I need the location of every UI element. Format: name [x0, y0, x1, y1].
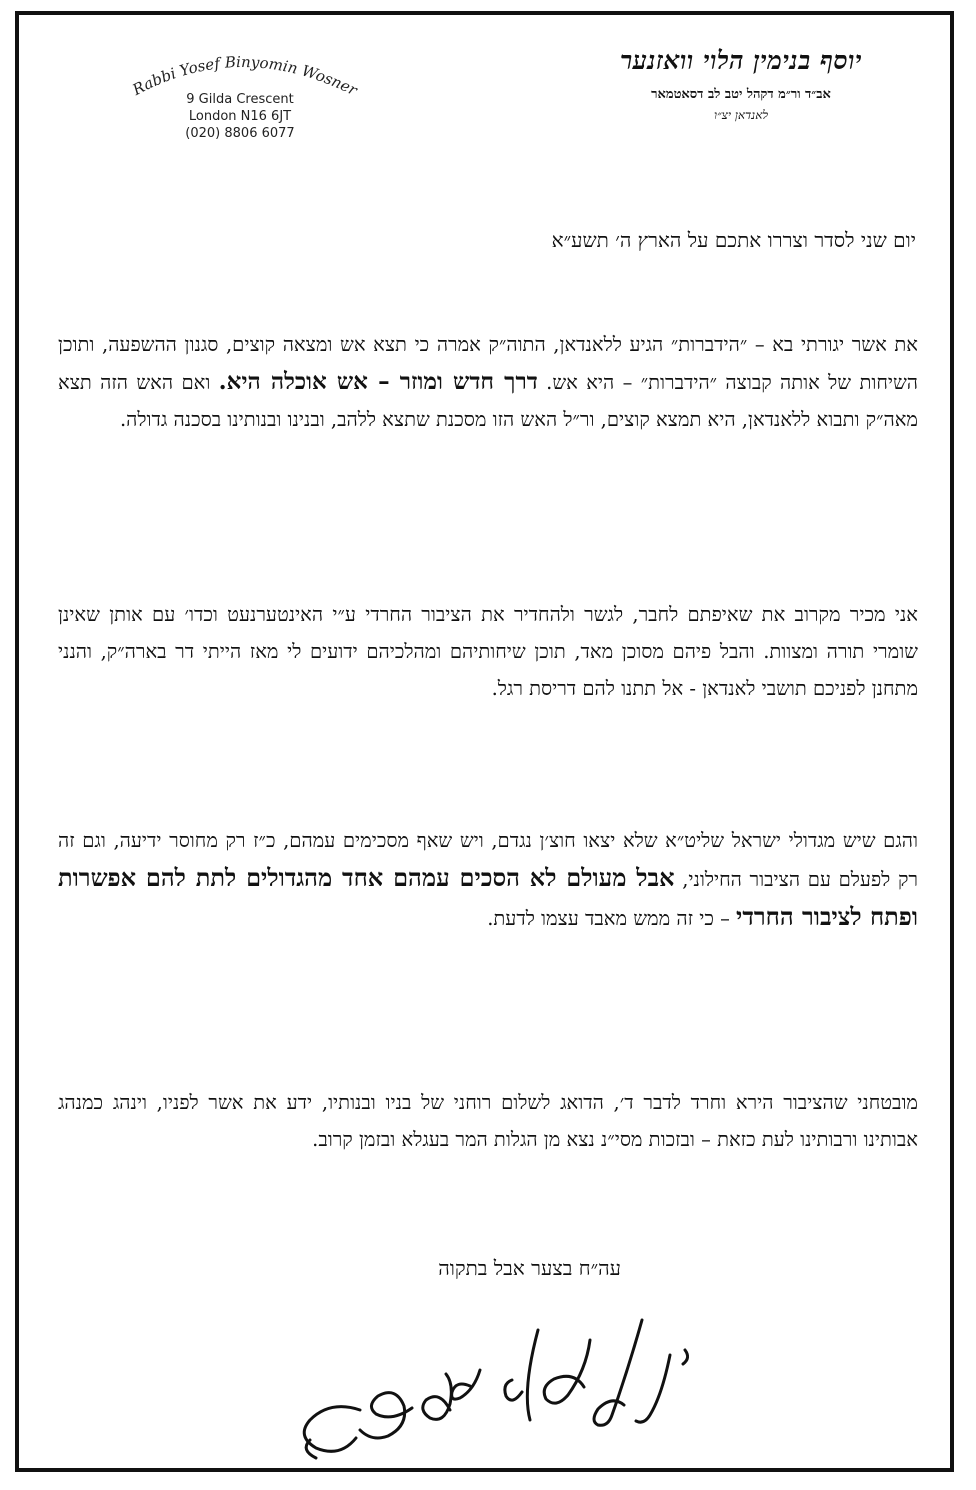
paragraph-4: מובטחני שהציבור הירא וחרד לדבר ד׳, הדואג לשלום רוחני של בניו ובנותיו, ידע את אשר לפניו, וינהג כמנהג אבותינו ורבותינו לעת כזאת – ובזכות מסי״נ נצא מן הגלות המר בעגלא ובזמן קרוב. — [58, 1091, 918, 1151]
paragraph-3-text-end: – כי זה ממש מאבד עצמו לדעת. — [487, 907, 730, 930]
address-line-1: 9 Gilda Crescent — [186, 92, 294, 107]
english-name: Rabbi Yosef Binyomin Wosner — [129, 52, 360, 100]
paragraph-3-text: והגם שיש מגדולי ישראל שליט״א שלא יצאו חוצ׳ן נגדם, ויש שאף מסכימים עמהם, כ״ז רק מחוסר ידיעה, וגם זה רק לפעלם עם הציבור החילוני, — [58, 829, 918, 891]
hebrew-name: יוסף בנימין הלוי וואזנער — [619, 46, 863, 75]
paragraph-1-text-end: ואם האש הזה תצא מאה״ק ותבוא ללאנדאן, היא תמצא קוצים, ור״ל האש הזו מסכנת שתצא ללהב, ובנינו ובנותינו בסכנה גדולה. — [58, 371, 918, 431]
paragraph-2: אני מכיר מקרוב את שאיפתם לחבר, לגשר ולהחדיר את הציבור החרדי ע״י האינטערנעט וכדו׳ עם אותן שאינן שומרי תורה ומצוות. והבל פיהם מסוכן מאד, תוכן שיחותיהם ומהלכיהם ידועים לי מאז הייתי דר בארה״ק, והנני מתחנן לפניכם תושבי לאנדאן - אל תתנו להם דריסת רגל. — [58, 603, 918, 700]
english-letterhead — [110, 40, 370, 150]
date-line: יום שני לסדר וצררו אתכם על הארץ ה׳ תשע״א — [551, 228, 916, 252]
phone-number: (020) 8806 6077 — [185, 126, 295, 141]
paragraph-1-text: את אשר יגורתי בא – ״הידברות״ הגיע ללאנדאן, התוה״ק אמרה כי תצא אש ומצאה קוצים, סגנון ההשפעה, ותוכן השיחות של אותה קבוצה ״הידברות״ – היא אש. — [58, 333, 919, 394]
paragraph-3-emphasis: אבל מעולם לא הסכים עמהם אחד מהגדולים לתת להם אפשרות ופתח לציבור החרדי — [58, 863, 918, 931]
hebrew-title: אב״ד ור״מ דקהל יטב לב דסאטמאר — [651, 87, 831, 102]
paragraph-3 — [58, 822, 918, 937]
closing-line: עה״ח בצער אבל בתקוה — [438, 1256, 621, 1280]
handwritten-signature — [290, 1300, 710, 1470]
english-name-arc — [110, 40, 370, 120]
paragraph-1 — [58, 326, 918, 438]
hebrew-location: לאנדאן יצ״ו — [713, 108, 769, 122]
hebrew-letterhead — [581, 46, 901, 123]
paragraph-1-emphasis: דרך חדש ומוזר – אש אוכלה היא. — [218, 368, 538, 395]
address-line-2: London N16 6JT — [188, 109, 292, 124]
